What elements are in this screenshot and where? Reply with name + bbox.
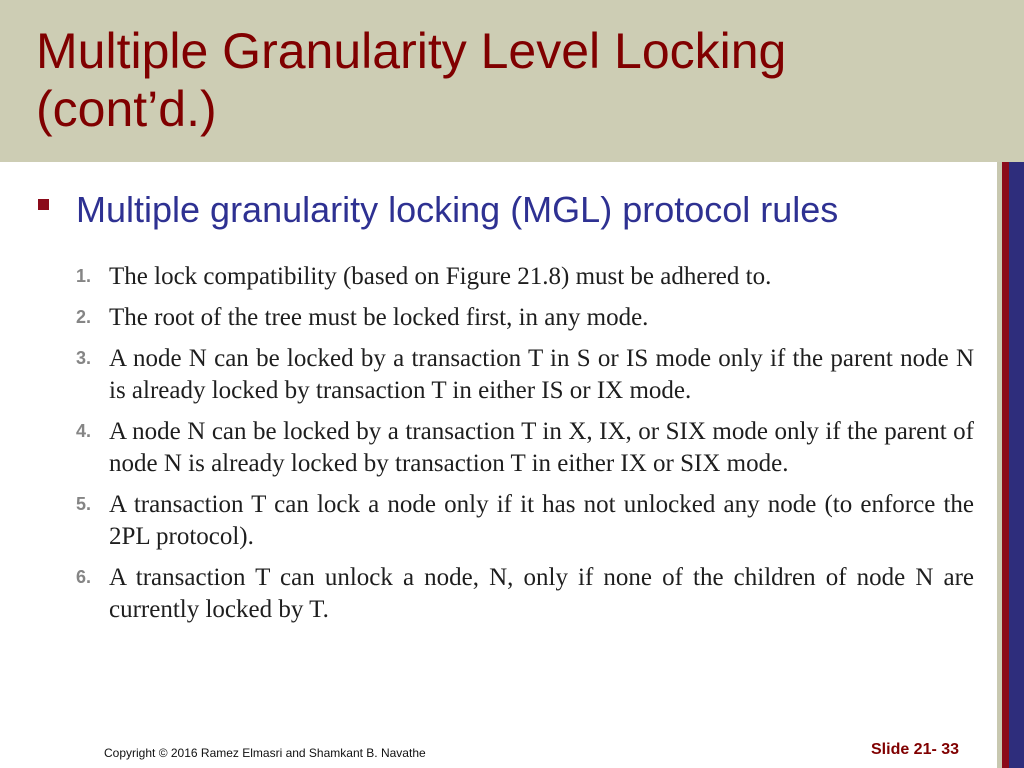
side-stripe-red xyxy=(1002,162,1009,768)
square-bullet-icon xyxy=(38,199,49,210)
side-stripe-navy xyxy=(1009,162,1024,768)
rule-item xyxy=(76,302,974,334)
rule-number: 5. xyxy=(76,494,92,514)
rule-text: A transaction T can lock a node only if it has not unlocked any node (to enforce the 2PL protocol). xyxy=(109,491,974,550)
slide-number: Slide 21- 33 xyxy=(871,741,960,758)
rule-text: A transaction T can unlock a node, N, only if none of the children of node N are currently locked by T. xyxy=(109,564,974,623)
rule-item xyxy=(76,489,974,553)
rule-number: 2. xyxy=(76,307,92,327)
rule-text: The root of the tree must be locked first, in any mode. xyxy=(109,304,649,331)
rule-text: A node N can be locked by a transaction T in X, IX, or SIX mode only if the parent of node N is already locked by transaction T in either IX or SIX mode. xyxy=(109,418,974,477)
rule-number: 4. xyxy=(76,421,92,441)
rule-number: 3. xyxy=(76,348,92,368)
slide-title-line-2: (cont’d.) xyxy=(36,81,217,137)
rule-item xyxy=(76,261,974,293)
bullet-heading: Multiple granularity locking (MGL) protocol rules xyxy=(76,189,839,230)
rule-item xyxy=(76,562,974,626)
rule-item xyxy=(76,343,974,407)
rule-number: 6. xyxy=(76,567,92,587)
title-band xyxy=(0,0,1024,162)
slide-title xyxy=(36,22,786,138)
rule-item xyxy=(76,416,974,480)
rule-text: A node N can be locked by a transaction T in S or IS mode only if the parent node N is already locked by transaction T in either IS or IX mode. xyxy=(109,345,974,404)
slide-title-line-1: Multiple Granularity Level Locking xyxy=(36,23,787,79)
copyright-notice: Copyright © 2016 Ramez Elmasri and Shamkant B. Navathe xyxy=(104,746,426,760)
rules-list xyxy=(76,261,974,635)
rule-text: The lock compatibility (based on Figure 21.8) must be adhered to. xyxy=(109,263,772,290)
rule-number: 1. xyxy=(76,266,92,286)
